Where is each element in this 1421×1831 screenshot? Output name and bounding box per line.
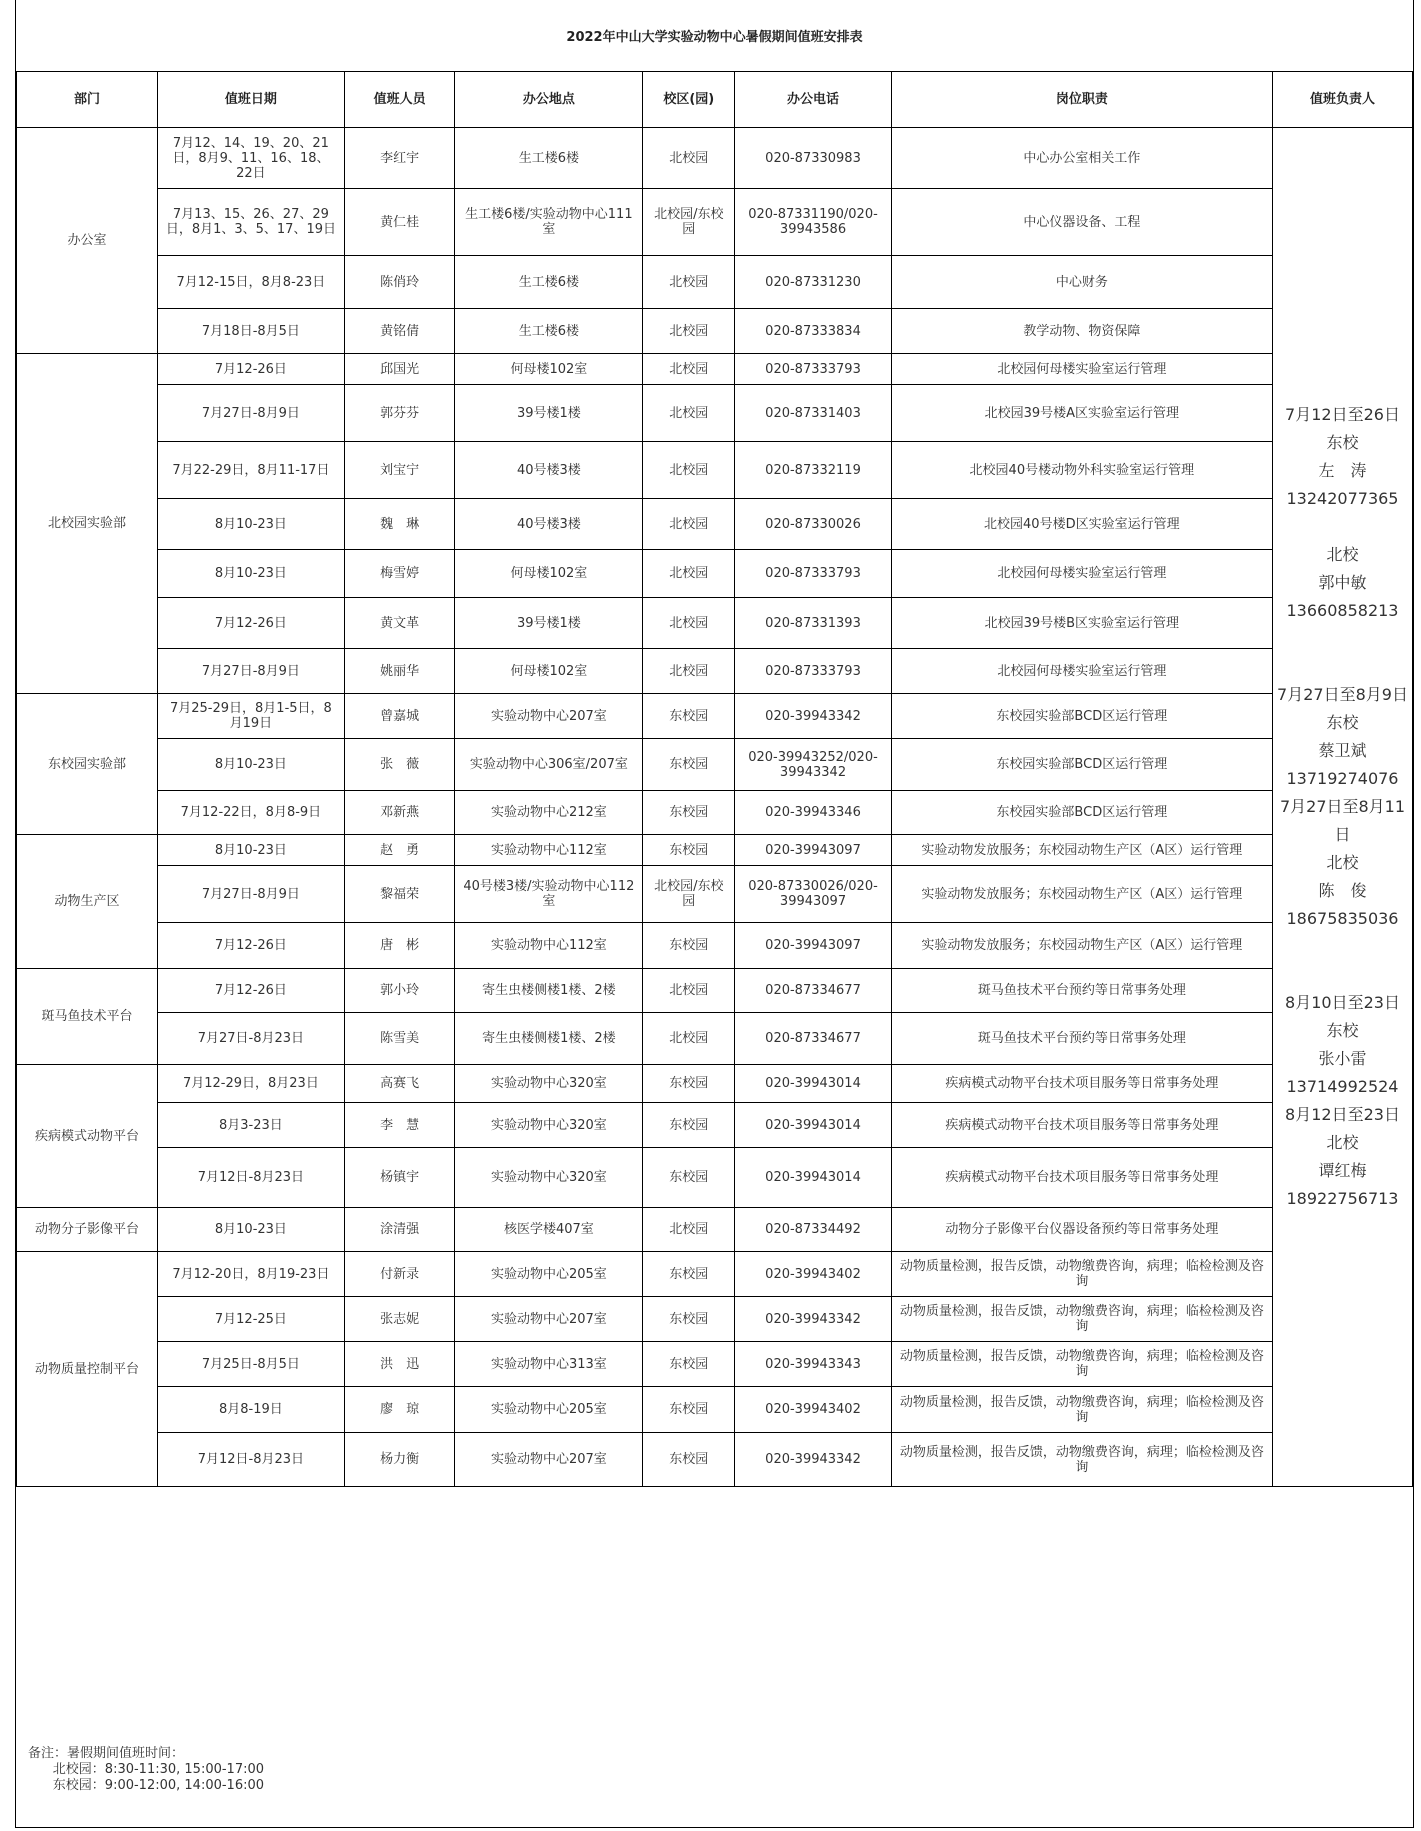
- phone-cell: 020-87331190/020-39943586: [735, 189, 891, 256]
- staff-cell: 姚丽华: [344, 649, 455, 694]
- duties-cell: 斑马鱼技术平台预约等日常事务处理: [891, 969, 1272, 1013]
- staff-cell: 涂清强: [344, 1208, 455, 1252]
- location-cell: 寄生虫楼侧楼1楼、2楼: [455, 969, 643, 1013]
- duty-responsible-line: 郭中敏: [1318, 573, 1367, 592]
- staff-cell: 高赛飞: [344, 1065, 455, 1103]
- table-row: [17, 835, 1413, 866]
- duty-date-cell: 8月10-23日: [158, 739, 345, 791]
- duty-responsible-line: 东校: [1326, 433, 1359, 452]
- duty-date-cell: 7月27日-8月23日: [158, 1013, 345, 1065]
- phone-cell: 020-39943402: [735, 1252, 891, 1297]
- duties-cell: 东校园实验部BCD区运行管理: [891, 694, 1272, 739]
- campus-cell: 东校园: [643, 739, 735, 791]
- phone-cell: 020-39943342: [735, 1433, 891, 1487]
- duty-responsible-line: [1275, 933, 1410, 961]
- campus-cell: 东校园: [643, 1148, 735, 1208]
- location-cell: 实验动物中心205室: [455, 1387, 643, 1433]
- duty-responsible-line: [1275, 513, 1410, 541]
- table-row: [17, 189, 1413, 256]
- duty-date-cell: 7月12-25日: [158, 1297, 345, 1342]
- note-line: 备注：暑假期间值班时间：: [28, 1746, 185, 1761]
- duty-responsible-line: [1275, 625, 1410, 653]
- staff-cell: 杨力衡: [344, 1433, 455, 1487]
- campus-cell: 北校园: [643, 1208, 735, 1252]
- page-title: 2022年中山大学实验动物中心暑假期间值班安排表: [566, 30, 863, 45]
- duty-date-cell: 7月18日-8月5日: [158, 309, 345, 354]
- duties-cell: 北校园何母楼实验室运行管理: [891, 649, 1272, 694]
- duty-responsible-line: 13660858213: [1286, 601, 1399, 620]
- table-row: [17, 256, 1413, 309]
- table-row: [17, 739, 1413, 791]
- duty-responsible-line: 13242077365: [1286, 489, 1399, 508]
- table-row: [17, 1013, 1413, 1065]
- phone-cell: 020-87334677: [735, 969, 891, 1013]
- duties-cell: 北校园何母楼实验室运行管理: [891, 550, 1272, 598]
- duty-date-cell: 7月12日-8月23日: [158, 1148, 345, 1208]
- department-cell: 东校园实验部: [17, 694, 158, 835]
- duty-date-cell: 8月10-23日: [158, 1208, 345, 1252]
- header-row: [17, 72, 1413, 128]
- staff-cell: 张志妮: [344, 1297, 455, 1342]
- duty-date-cell: 7月12-26日: [158, 923, 345, 969]
- location-cell: 39号楼1楼: [455, 385, 643, 442]
- duties-cell: 教学动物、物资保障: [891, 309, 1272, 354]
- campus-cell: 东校园: [643, 1342, 735, 1387]
- phone-cell: 020-87332119: [735, 442, 891, 499]
- location-cell: 实验动物中心306室/207室: [455, 739, 643, 791]
- department-cell: 北校园实验部: [17, 354, 158, 694]
- header-location: 办公地点: [455, 72, 643, 128]
- department-cell: 疾病模式动物平台: [17, 1065, 158, 1208]
- staff-cell: 廖 琼: [344, 1387, 455, 1433]
- table-row: [17, 128, 1413, 189]
- phone-cell: 020-87331230: [735, 256, 891, 309]
- campus-cell: 北校园: [643, 649, 735, 694]
- header-department: 部门: [17, 72, 158, 128]
- duty-date-cell: 7月12、14、19、20、21日，8月9、11、16、18、22日: [158, 128, 345, 189]
- staff-cell: 唐 彬: [344, 923, 455, 969]
- duty-date-cell: 7月12-26日: [158, 598, 345, 649]
- location-cell: 实验动物中心205室: [455, 1252, 643, 1297]
- table-row: [17, 1433, 1413, 1487]
- campus-cell: 东校园: [643, 835, 735, 866]
- phone-cell: 020-87331403: [735, 385, 891, 442]
- location-cell: 生工楼6楼: [455, 128, 643, 189]
- department-cell: 斑马鱼技术平台: [17, 969, 158, 1065]
- campus-cell: 东校园: [643, 1433, 735, 1487]
- location-cell: 寄生虫楼侧楼1楼、2楼: [455, 1013, 643, 1065]
- table-row: [17, 1342, 1413, 1387]
- duty-date-cell: 7月12-22日，8月8-9日: [158, 791, 345, 835]
- duty-date-cell: 8月10-23日: [158, 835, 345, 866]
- duty-date-cell: 7月22-29日，8月11-17日: [158, 442, 345, 499]
- campus-cell: 北校园/东校园: [643, 866, 735, 923]
- campus-cell: 北校园: [643, 309, 735, 354]
- duty-responsible-line: [1275, 961, 1410, 989]
- table-row: [17, 499, 1413, 550]
- location-cell: 生工楼6楼/实验动物中心111室: [455, 189, 643, 256]
- duties-cell: 北校园40号楼D区实验室运行管理: [891, 499, 1272, 550]
- staff-cell: 郭小玲: [344, 969, 455, 1013]
- campus-cell: 北校园: [643, 550, 735, 598]
- department-cell: 动物生产区: [17, 835, 158, 969]
- staff-cell: 付新录: [344, 1252, 455, 1297]
- schedule-document: [15, 0, 1414, 1828]
- staff-cell: 郭芬芬: [344, 385, 455, 442]
- campus-cell: 东校园: [643, 791, 735, 835]
- header-date: 值班日期: [158, 72, 345, 128]
- duties-cell: 东校园实验部BCD区运行管理: [891, 739, 1272, 791]
- duty-date-cell: 8月3-23日: [158, 1103, 345, 1148]
- staff-cell: 陈俏玲: [344, 256, 455, 309]
- duty-responsible-line: 18922756713: [1286, 1189, 1399, 1208]
- phone-cell: 020-87333793: [735, 649, 891, 694]
- table-row: [17, 923, 1413, 969]
- table-row: [17, 969, 1413, 1013]
- duty-responsible-cell: [1273, 128, 1413, 1487]
- duty-date-cell: 7月25-29日，8月1-5日，8月19日: [158, 694, 345, 739]
- location-cell: 实验动物中心112室: [455, 923, 643, 969]
- table-row: [17, 1065, 1413, 1103]
- location-cell: 实验动物中心207室: [455, 1297, 643, 1342]
- location-cell: 实验动物中心207室: [455, 1433, 643, 1487]
- campus-cell: 东校园: [643, 1103, 735, 1148]
- staff-cell: 梅雪婷: [344, 550, 455, 598]
- duties-cell: 疾病模式动物平台技术项目服务等日常事务处理: [891, 1148, 1272, 1208]
- location-cell: 实验动物中心112室: [455, 835, 643, 866]
- duty-responsible-line: 张小雷: [1318, 1049, 1367, 1068]
- staff-cell: 李 慧: [344, 1103, 455, 1148]
- duties-cell: 动物分子影像平台仪器设备预约等日常事务处理: [891, 1208, 1272, 1252]
- duty-date-cell: 7月12-15日，8月8-23日: [158, 256, 345, 309]
- staff-cell: 洪 迅: [344, 1342, 455, 1387]
- phone-cell: 020-87333793: [735, 354, 891, 385]
- duties-cell: 中心办公室相关工作: [891, 128, 1272, 189]
- phone-cell: 020-87333834: [735, 309, 891, 354]
- location-cell: 实验动物中心320室: [455, 1065, 643, 1103]
- duty-responsible-line: 8月12日至23日: [1285, 1105, 1400, 1124]
- duty-responsible-line: 谭红梅: [1318, 1161, 1367, 1180]
- table-row: [17, 354, 1413, 385]
- notes: [28, 1746, 264, 1794]
- table-row: [17, 1103, 1413, 1148]
- campus-cell: 北校园: [643, 354, 735, 385]
- table-row: [17, 694, 1413, 739]
- campus-cell: 北校园: [643, 442, 735, 499]
- phone-cell: 020-39943343: [735, 1342, 891, 1387]
- campus-cell: 北校园: [643, 598, 735, 649]
- phone-cell: 020-87330026/020-39943097: [735, 866, 891, 923]
- staff-cell: 张 薇: [344, 739, 455, 791]
- duty-responsible-line: 13719274076: [1286, 769, 1399, 788]
- phone-cell: 020-87330026: [735, 499, 891, 550]
- campus-cell: 东校园: [643, 923, 735, 969]
- duty-responsible-line: 东校: [1326, 1021, 1359, 1040]
- phone-cell: 020-87333793: [735, 550, 891, 598]
- header-responsible: 值班负责人: [1273, 72, 1413, 128]
- duties-cell: 实验动物发放服务；东校园动物生产区（A区）运行管理: [891, 923, 1272, 969]
- table-row: [17, 550, 1413, 598]
- staff-cell: 邓新燕: [344, 791, 455, 835]
- staff-cell: 赵 勇: [344, 835, 455, 866]
- duty-date-cell: 7月27日-8月9日: [158, 385, 345, 442]
- duties-cell: 实验动物发放服务；东校园动物生产区（A区）运行管理: [891, 835, 1272, 866]
- duties-cell: 动物质量检测，报告反馈，动物缴费咨询，病理；临检检测及咨询: [891, 1433, 1272, 1487]
- department-cell: 动物分子影像平台: [17, 1208, 158, 1252]
- header-staff: 值班人员: [344, 72, 455, 128]
- duty-responsible-line: 7月27日至8月9日: [1277, 685, 1408, 704]
- duty-responsible-line: 8月10日至23日: [1285, 993, 1400, 1012]
- campus-cell: 北校园/东校园: [643, 189, 735, 256]
- location-cell: 生工楼6楼: [455, 309, 643, 354]
- duty-responsible-line: [1275, 653, 1410, 681]
- duties-cell: 动物质量检测，报告反馈，动物缴费咨询，病理；临检检测及咨询: [891, 1342, 1272, 1387]
- duties-cell: 动物质量检测，报告反馈，动物缴费咨询，病理；临检检测及咨询: [891, 1387, 1272, 1433]
- location-cell: 生工楼6楼: [455, 256, 643, 309]
- duty-date-cell: 7月25日-8月5日: [158, 1342, 345, 1387]
- phone-cell: 020-87331393: [735, 598, 891, 649]
- location-cell: 实验动物中心212室: [455, 791, 643, 835]
- phone-cell: 020-39943014: [735, 1148, 891, 1208]
- campus-cell: 北校园: [643, 385, 735, 442]
- location-cell: 实验动物中心207室: [455, 694, 643, 739]
- staff-cell: 刘宝宁: [344, 442, 455, 499]
- duty-date-cell: 7月12-26日: [158, 969, 345, 1013]
- duties-cell: 疾病模式动物平台技术项目服务等日常事务处理: [891, 1103, 1272, 1148]
- header-campus: 校区(园): [643, 72, 735, 128]
- table-row: [17, 1297, 1413, 1342]
- staff-cell: 黄仁桂: [344, 189, 455, 256]
- duty-responsible-line: 陈 俊: [1318, 881, 1367, 900]
- campus-cell: 北校园: [643, 1013, 735, 1065]
- duty-date-cell: 8月8-19日: [158, 1387, 345, 1433]
- department-cell: 办公室: [17, 128, 158, 354]
- duty-responsible-line: 18675835036: [1286, 909, 1399, 928]
- duties-cell: 中心财务: [891, 256, 1272, 309]
- location-cell: 40号楼3楼: [455, 499, 643, 550]
- campus-cell: 东校园: [643, 1297, 735, 1342]
- campus-cell: 北校园: [643, 128, 735, 189]
- header-phone: 办公电话: [735, 72, 891, 128]
- duty-date-cell: 8月10-23日: [158, 499, 345, 550]
- phone-cell: 020-39943346: [735, 791, 891, 835]
- phone-cell: 020-39943402: [735, 1387, 891, 1433]
- duty-date-cell: 7月12日-8月23日: [158, 1433, 345, 1487]
- staff-cell: 黄文革: [344, 598, 455, 649]
- duty-responsible-line: 东校: [1326, 713, 1359, 732]
- duty-date-cell: 7月12-26日: [158, 354, 345, 385]
- table-row: [17, 598, 1413, 649]
- staff-cell: 李红宇: [344, 128, 455, 189]
- table-row: [17, 1148, 1413, 1208]
- duty-responsible-line: 北校: [1326, 545, 1359, 564]
- phone-cell: 020-39943014: [735, 1103, 891, 1148]
- campus-cell: 北校园: [643, 256, 735, 309]
- location-cell: 何母楼102室: [455, 550, 643, 598]
- table-row: [17, 866, 1413, 923]
- duty-responsible-line: 7月12日至26日: [1285, 405, 1400, 424]
- phone-cell: 020-39943252/020-39943342: [735, 739, 891, 791]
- duties-cell: 动物质量检测，报告反馈，动物缴费咨询，病理；临检检测及咨询: [891, 1252, 1272, 1297]
- duty-date-cell: 7月27日-8月9日: [158, 649, 345, 694]
- phone-cell: 020-87334492: [735, 1208, 891, 1252]
- location-cell: 实验动物中心320室: [455, 1103, 643, 1148]
- campus-cell: 北校园: [643, 499, 735, 550]
- duties-cell: 中心仪器设备、工程: [891, 189, 1272, 256]
- duty-responsible-line: 北校: [1326, 853, 1359, 872]
- campus-cell: 东校园: [643, 1387, 735, 1433]
- duty-date-cell: 7月27日-8月9日: [158, 866, 345, 923]
- staff-cell: 魏 琳: [344, 499, 455, 550]
- duty-responsible-line: 7月27日至8月11日: [1279, 797, 1406, 844]
- campus-cell: 东校园: [643, 1065, 735, 1103]
- duties-cell: 动物质量检测，报告反馈，动物缴费咨询，病理；临检检测及咨询: [891, 1297, 1272, 1342]
- phone-cell: 020-87330983: [735, 128, 891, 189]
- duty-date-cell: 7月12-29日，8月23日: [158, 1065, 345, 1103]
- table-row: [17, 649, 1413, 694]
- location-cell: 39号楼1楼: [455, 598, 643, 649]
- duties-cell: 东校园实验部BCD区运行管理: [891, 791, 1272, 835]
- phone-cell: 020-39943342: [735, 694, 891, 739]
- table-row: [17, 385, 1413, 442]
- staff-cell: 邱国光: [344, 354, 455, 385]
- table-row: [17, 442, 1413, 499]
- duty-responsible-line: 13714992524: [1286, 1077, 1399, 1096]
- duty-responsible-line: 蔡卫斌: [1318, 741, 1367, 760]
- duty-date-cell: 7月12-20日，8月19-23日: [158, 1252, 345, 1297]
- location-cell: 何母楼102室: [455, 354, 643, 385]
- header-duties: 岗位职责: [891, 72, 1272, 128]
- duty-date-cell: 7月13、15、26、27、29日，8月1、3、5、17、19日: [158, 189, 345, 256]
- table-row: [17, 1387, 1413, 1433]
- duty-schedule-table: [16, 71, 1413, 1487]
- table-row: [17, 309, 1413, 354]
- duties-cell: 北校园何母楼实验室运行管理: [891, 354, 1272, 385]
- note-line: 东校园：9:00-12:00, 14:00-16:00: [28, 1778, 265, 1793]
- phone-cell: 020-39943342: [735, 1297, 891, 1342]
- duties-cell: 北校园39号楼A区实验室运行管理: [891, 385, 1272, 442]
- staff-cell: 曾嘉城: [344, 694, 455, 739]
- duties-cell: 北校园39号楼B区实验室运行管理: [891, 598, 1272, 649]
- location-cell: 核医学楼407室: [455, 1208, 643, 1252]
- phone-cell: 020-87334677: [735, 1013, 891, 1065]
- duties-cell: 实验动物发放服务；东校园动物生产区（A区）运行管理: [891, 866, 1272, 923]
- location-cell: 实验动物中心320室: [455, 1148, 643, 1208]
- duty-responsible-line: 北校: [1326, 1133, 1359, 1152]
- department-cell: 动物质量控制平台: [17, 1252, 158, 1487]
- duties-cell: 北校园40号楼动物外科实验室运行管理: [891, 442, 1272, 499]
- table-row: [17, 791, 1413, 835]
- location-cell: 实验动物中心313室: [455, 1342, 643, 1387]
- staff-cell: 杨镇宇: [344, 1148, 455, 1208]
- campus-cell: 东校园: [643, 694, 735, 739]
- location-cell: 何母楼102室: [455, 649, 643, 694]
- location-cell: 40号楼3楼/实验动物中心112室: [455, 866, 643, 923]
- staff-cell: 陈雪美: [344, 1013, 455, 1065]
- duties-cell: 疾病模式动物平台技术项目服务等日常事务处理: [891, 1065, 1272, 1103]
- duty-responsible-line: 左 涛: [1318, 461, 1367, 480]
- campus-cell: 北校园: [643, 969, 735, 1013]
- staff-cell: 黄铭倩: [344, 309, 455, 354]
- duty-date-cell: 8月10-23日: [158, 550, 345, 598]
- phone-cell: 020-39943097: [735, 835, 891, 866]
- phone-cell: 020-39943014: [735, 1065, 891, 1103]
- phone-cell: 020-39943097: [735, 923, 891, 969]
- campus-cell: 东校园: [643, 1252, 735, 1297]
- location-cell: 40号楼3楼: [455, 442, 643, 499]
- table-row: [17, 1208, 1413, 1252]
- duties-cell: 斑马鱼技术平台预约等日常事务处理: [891, 1013, 1272, 1065]
- staff-cell: 黎福荣: [344, 866, 455, 923]
- note-line: 北校园：8:30-11:30, 15:00-17:00: [28, 1762, 265, 1777]
- table-row: [17, 1252, 1413, 1297]
